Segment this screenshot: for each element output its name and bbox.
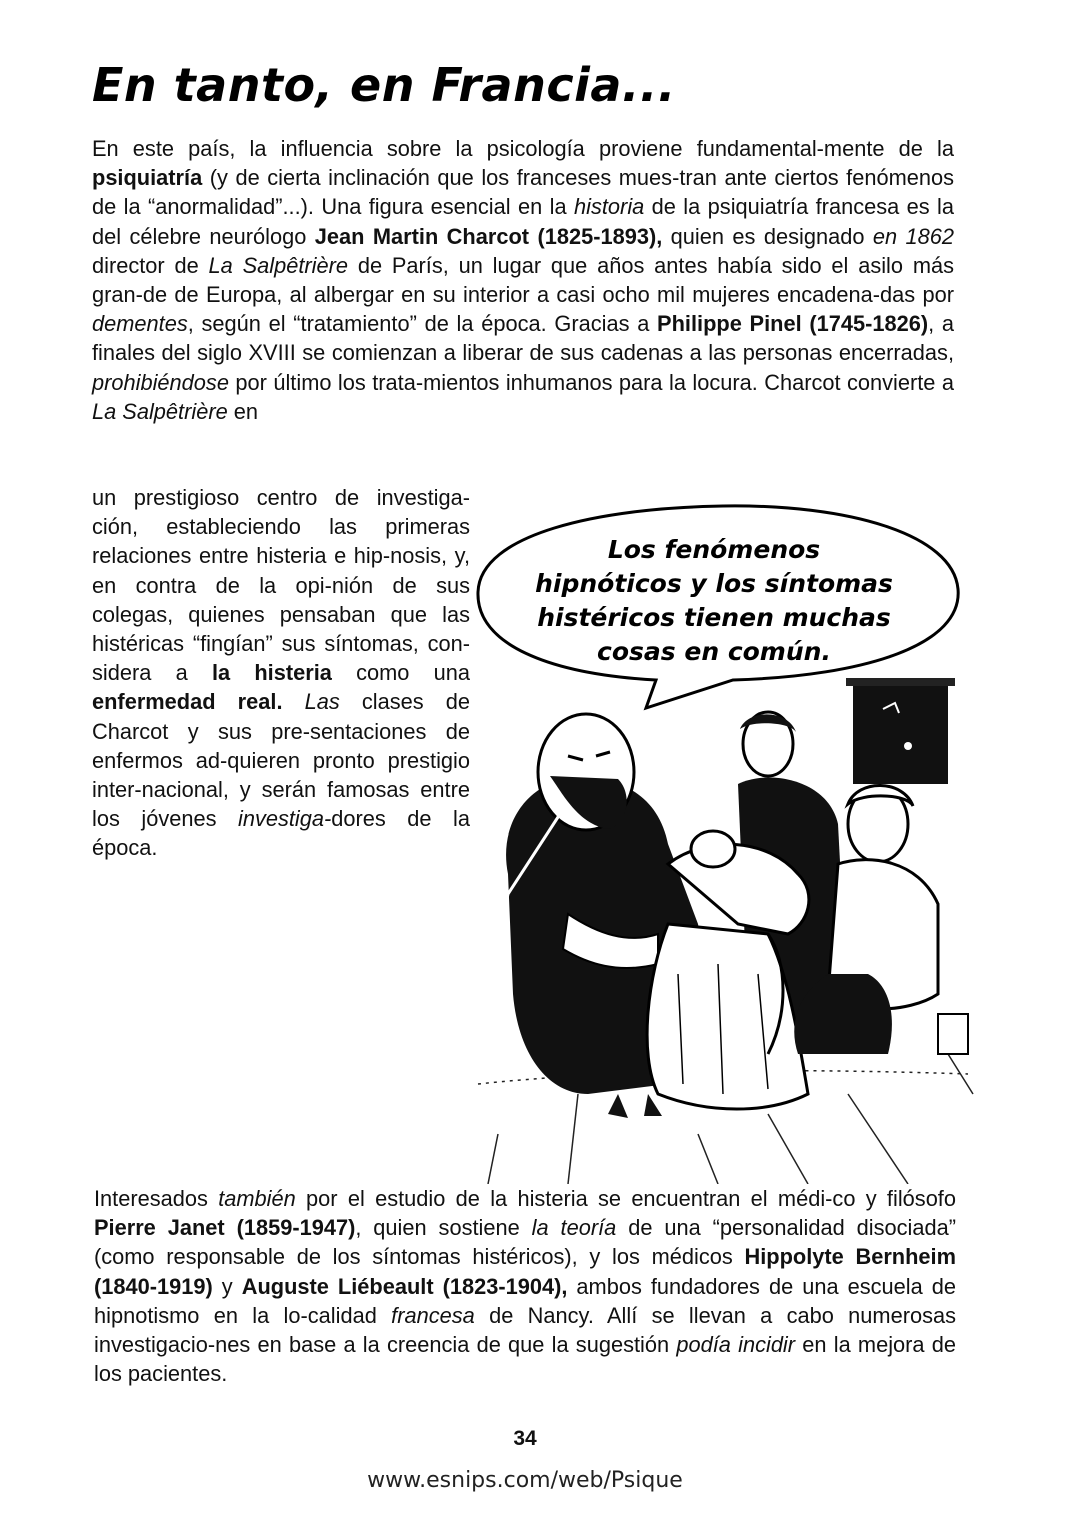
window-illustration [846, 678, 955, 784]
term-psiquiatria: psiquiatría [92, 165, 203, 191]
text-run: de una “personalidad disociada” (como responsable de los síntomas histéricos), y los médicos [94, 1215, 956, 1270]
text-run: por último los trata-mientos inhumanos para la locura. Charcot convierte a [228, 369, 954, 395]
text-run: de la psiquiatría francesa es la del célebre neurólogo [92, 194, 955, 249]
bubble-line: histéricos tienen muchas [537, 603, 891, 632]
text-run: En este país, la influencia sobre la psicología proviene fundamental-mente de la [92, 136, 954, 161]
emphasis: francesa [391, 1302, 475, 1328]
emphasis: podía incidir [676, 1332, 796, 1358]
text-run: de París, un lugar que años antes había sido el asilo más gran-de de Europa, al albergar en su interior a casi ocho mil mujeres encadena-das por [92, 252, 955, 308]
bubble-line: Los fenómenos [607, 535, 821, 564]
side-paragraph [92, 483, 470, 863]
emphasis: también [218, 1186, 296, 1211]
intro-paragraph [92, 134, 954, 426]
emphasis: en 1862 [872, 223, 955, 249]
lower-paragraph [94, 1184, 956, 1388]
text-run: , quien sostiene [355, 1215, 532, 1241]
text-run: , según el “tratamiento” de la época. Gracias a [187, 311, 658, 337]
text-run: ambos fundadores de una escuela de hipnotismo en la lo-calidad [94, 1273, 956, 1328]
emphasis: La Salpêtrière [208, 252, 349, 278]
emphasis: historia [574, 194, 645, 220]
bubble-line: cosas en común. [597, 637, 831, 666]
text-run: , a finales del siglo XVIII se comienzan a liberar de sus cadenas a las personas encerradas, [92, 311, 955, 366]
text-run: dores de la época. [92, 806, 470, 861]
text-run: de Nancy. Allí se llevan a cabo numerosas investigacio-nes en base a la creencia de que la sugestión [94, 1302, 956, 1358]
text-run: un prestigioso centro de investiga-ción, estableciendo las primeras relaciones entre histeria e hip-nosis, y, en contra de la opi-nión de sus colegas, quienes pensaban que las histéricas “fingían” sus síntomas, con-sidera a [92, 485, 470, 686]
text-run: Interesados [94, 1186, 219, 1211]
emphasis: la teoría [531, 1215, 617, 1241]
name-pinel: Philippe Pinel (1745-1826) [657, 311, 929, 337]
name-janet: Pierre Janet (1859-1947) [94, 1215, 356, 1241]
text-run: en [227, 398, 259, 424]
footer-url: www.esnips.com/web/Psique [367, 1468, 683, 1493]
emphasis: La Salpêtrière [92, 398, 228, 424]
page-number: 34 [513, 1427, 537, 1450]
emphasis: investiga- [237, 806, 332, 832]
text-run: director de [92, 252, 209, 278]
term-enfermedad-real: enfermedad real. [92, 689, 283, 715]
emphasis: dementes [92, 311, 188, 337]
text-run: quien es designado [662, 223, 873, 249]
emphasis: prohibiéndose [92, 369, 229, 395]
text-run: y [212, 1273, 242, 1299]
text-run: clases de Charcot y sus pre-sentaciones de enfermos ad-quieren pronto prestigio inter-nacional, y serán famosas entre los jóvenes [92, 689, 470, 832]
page-heading: En tanto, en Francia... [92, 58, 676, 112]
text-run: en la mejora de los pacientes. [94, 1332, 956, 1387]
emphasis: Las [304, 689, 340, 715]
text-run [283, 689, 305, 714]
name-liebeault: Auguste Liébeault (1823-1904), [241, 1273, 568, 1299]
speech-bubble-text [484, 533, 944, 669]
name-bernheim: Hippolyte Bernheim (1840-1919) [94, 1244, 956, 1299]
text-run: por el estudio de la histeria se encuentran el médi-co y filósofo [295, 1186, 956, 1211]
term-histeria: la histeria [211, 660, 332, 686]
text-run: como una [331, 660, 470, 686]
name-charcot: Jean Martin Charcot (1825-1893), [314, 223, 663, 249]
bubble-line: hipnóticos y los síntomas [535, 569, 893, 598]
text-run: (y de cierta inclinación que los franceses mues-tran ante ciertos fenómenos de la “anormalidad”...). Una figura esencial en la [92, 165, 954, 220]
